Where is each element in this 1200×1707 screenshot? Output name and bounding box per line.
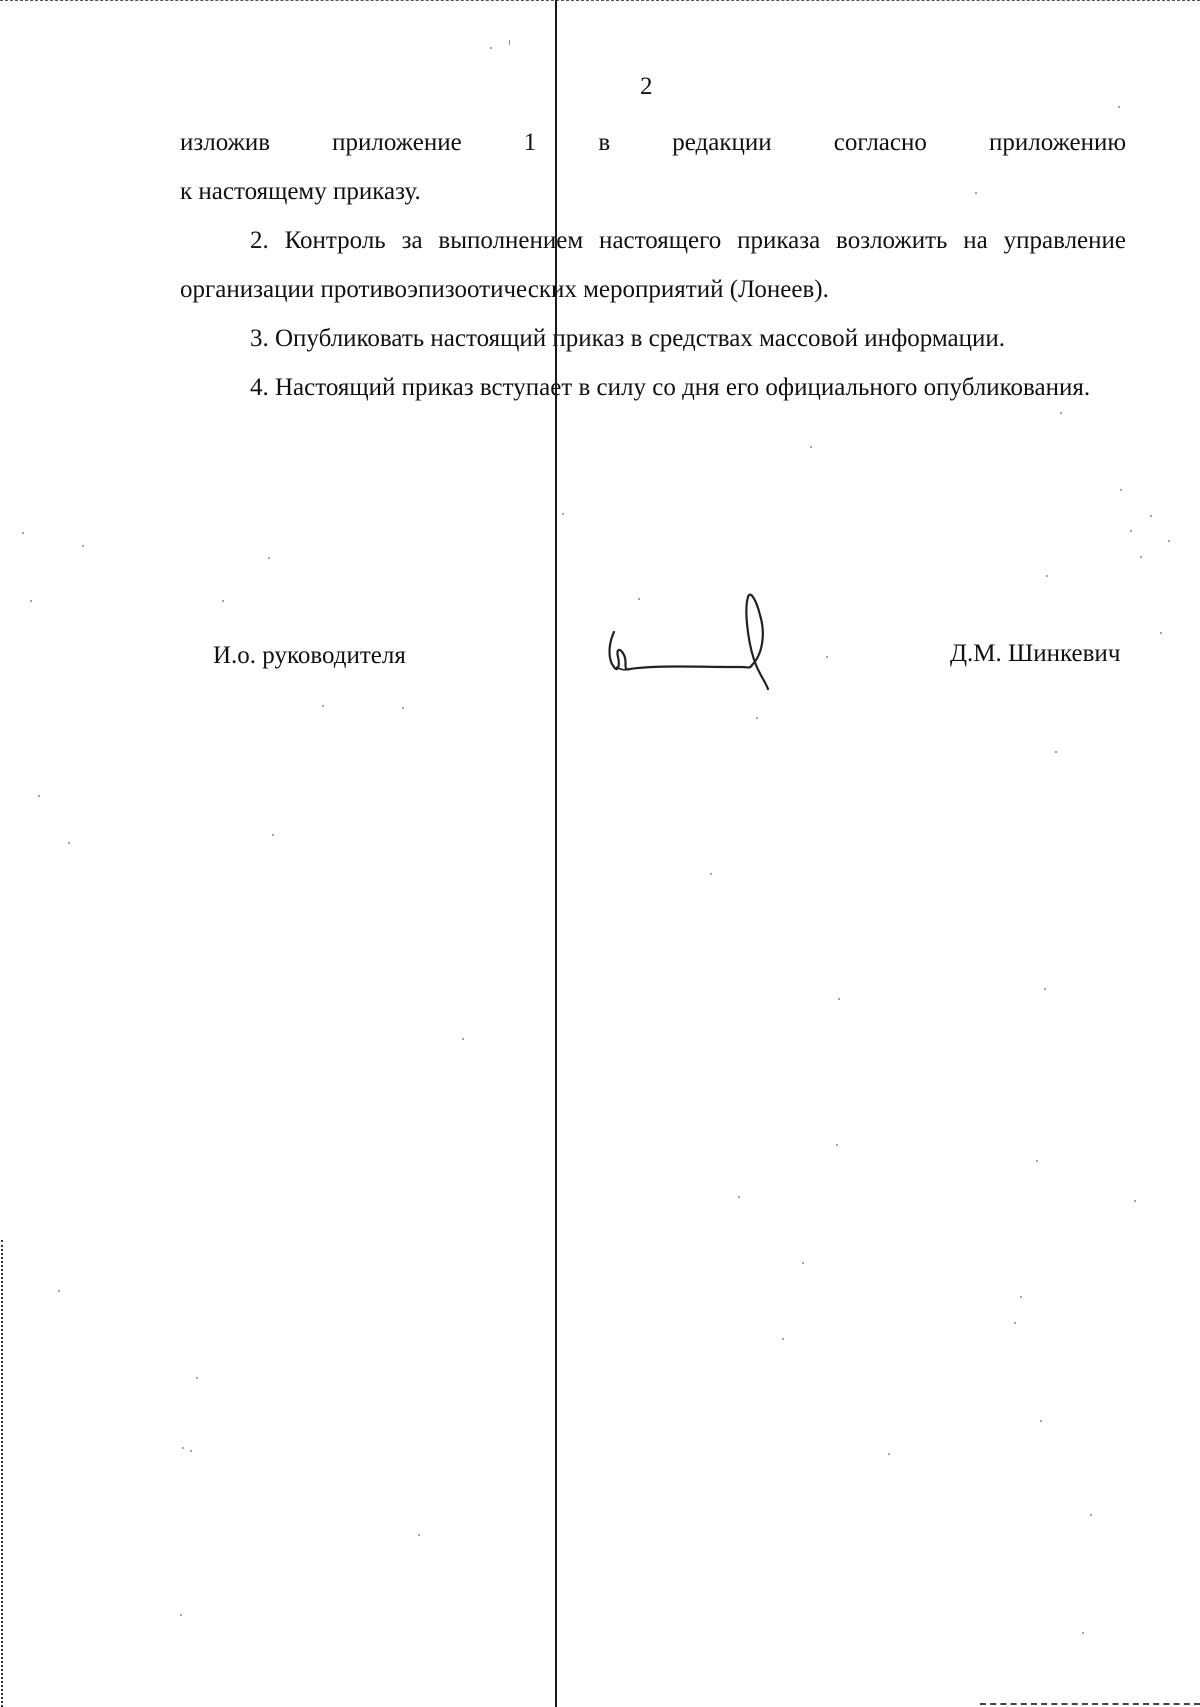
scan-speck <box>888 1453 890 1455</box>
word: приложение <box>332 129 462 156</box>
continuation-line-1 <box>180 118 1126 167</box>
scan-speck <box>836 1144 838 1146</box>
scan-speck <box>1160 632 1162 634</box>
handwritten-signature-icon <box>600 585 790 695</box>
word: редакции <box>672 129 772 156</box>
scan-speck <box>975 192 977 194</box>
scan-speck <box>1090 1514 1092 1516</box>
scan-speck <box>738 1196 740 1198</box>
scan-speck <box>838 998 840 1000</box>
scan-speck <box>1040 1420 1042 1422</box>
scan-speck <box>462 1038 464 1040</box>
scan-speck <box>810 446 812 448</box>
scan-left-edge <box>1 1240 5 1707</box>
scan-speck <box>1120 489 1122 491</box>
word: изложив <box>180 129 271 156</box>
scan-speck <box>1020 1296 1022 1298</box>
signatory-name: Д.М. Шинкевич <box>950 640 1121 667</box>
scan-speck <box>509 40 510 45</box>
scan-speck <box>490 47 492 49</box>
scan-speck <box>196 1377 198 1379</box>
word: 1 <box>523 129 537 156</box>
scan-speck <box>802 1262 804 1264</box>
scan-speck <box>1140 556 1142 558</box>
scan-speck <box>1130 530 1132 532</box>
signatory-role: И.о. руководителя <box>213 642 406 669</box>
scan-speck <box>82 545 84 547</box>
paragraph-item-3: 3. Опубликовать настоящий приказ в средствах массовой информации. <box>250 325 1006 352</box>
scan-speck <box>1060 412 1062 414</box>
scan-speck <box>402 707 404 709</box>
page-number: 2 <box>640 73 653 100</box>
scan-speck <box>1082 1632 1084 1634</box>
scan-bottom-edge <box>980 1701 1200 1705</box>
scan-speck <box>1036 1160 1038 1162</box>
scan-speck <box>826 656 828 658</box>
scan-speck <box>268 557 270 559</box>
scan-speck <box>58 1290 60 1292</box>
scan-speck <box>782 1338 784 1340</box>
word: приложению <box>988 129 1127 156</box>
scan-speck <box>1168 540 1170 542</box>
scan-speck <box>756 717 758 719</box>
document-body <box>180 118 1126 412</box>
scan-speck <box>190 1450 192 1452</box>
scan-speck <box>1150 515 1152 517</box>
scan-speck <box>1134 1200 1136 1202</box>
scan-top-edge <box>0 0 1200 2</box>
scan-speck <box>1118 106 1120 108</box>
scan-speck <box>1055 751 1057 753</box>
paragraph-item-4: 4. Настоящий приказ вступает в силу со дня его официального опубликования. <box>250 374 1091 401</box>
scan-speck <box>562 513 564 515</box>
scan-speck <box>272 834 274 836</box>
scan-speck <box>182 1447 184 1449</box>
scan-speck <box>222 600 224 602</box>
word: в <box>598 129 611 156</box>
word: согласно <box>833 129 927 156</box>
scan-speck <box>322 705 324 707</box>
scan-speck <box>1044 988 1046 990</box>
scan-speck <box>1014 1322 1016 1324</box>
scan-speck <box>22 532 24 534</box>
scan-speck <box>68 842 70 844</box>
scan-speck <box>38 795 40 797</box>
continuation-line-2: к настоящему приказу. <box>180 178 421 205</box>
scan-speck <box>1046 575 1048 577</box>
paragraph-item-2: 2. Контроль за выполнением настоящего приказа возложить на управление организации противоэпизоотических мероприятий (Лонеев). <box>180 227 1126 303</box>
scan-speck <box>710 873 712 875</box>
scan-speck <box>638 598 640 600</box>
scan-speck <box>180 1614 182 1616</box>
scan-speck <box>30 600 32 602</box>
scan-speck <box>418 1534 420 1536</box>
